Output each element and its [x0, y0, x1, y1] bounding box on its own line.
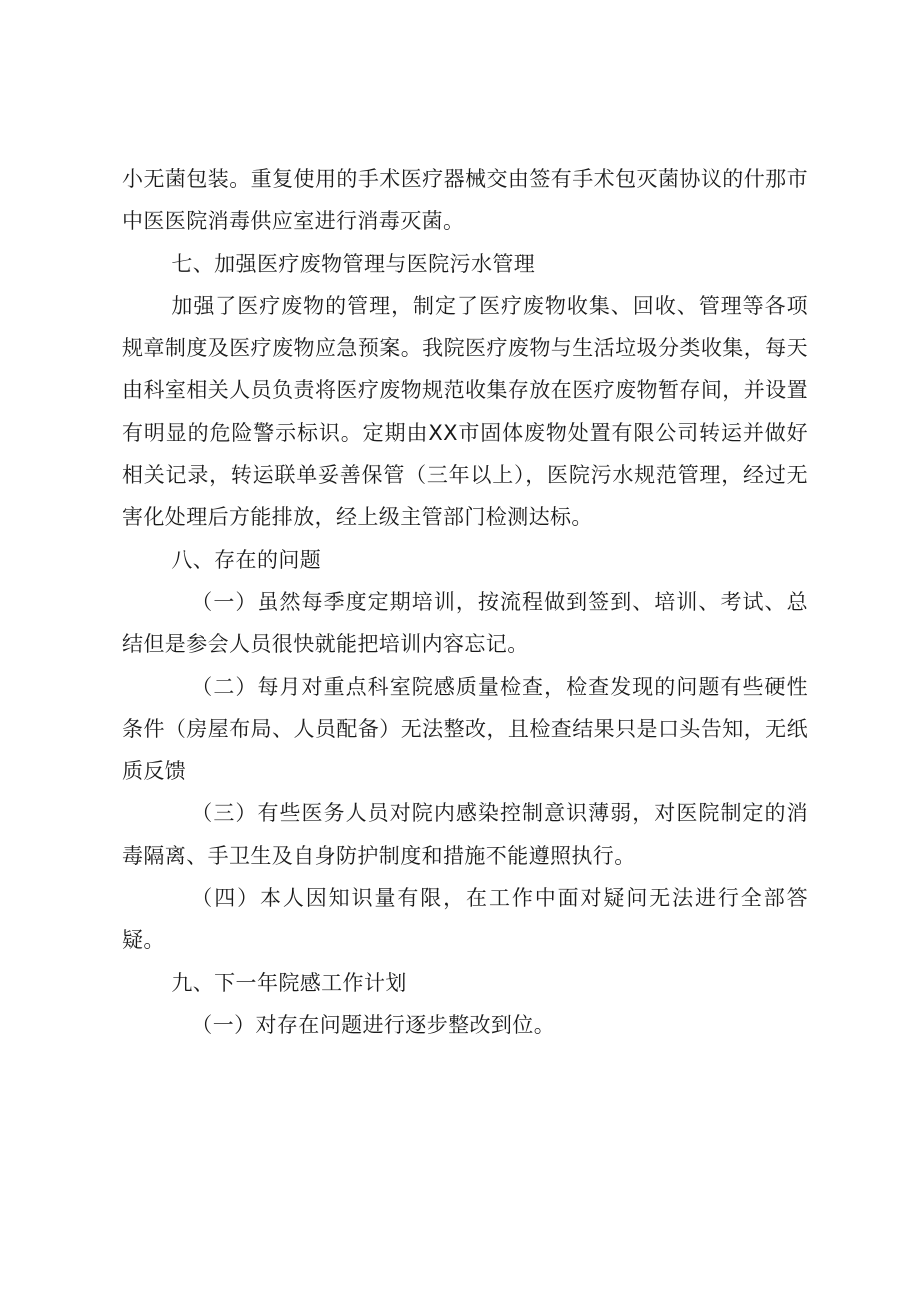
document-body [122, 158, 808, 1046]
paragraph-sterile-packaging: 小无菌包装。重复使用的手术医疗器械交由签有手术包灭菌协议的什那市中医医院消毒供应室进行消毒灭菌。 [122, 167, 808, 234]
problem-item-2: （二）每月对重点科室院感质量检查，检查发现的问题有些硬性条件（房屋布局、人员配备）无法整改，且检查结果只是口头告知，无纸质反馈 [122, 674, 808, 784]
problem-item-4: （四）本人因知识量有限，在工作中面对疑问无法进行全部答疑。 [122, 886, 808, 953]
problem-item-1: （一）虽然每季度定期培训，按流程做到签到、培训、考试、总结但是参会人员很快就能把培训内容忘记。 [122, 589, 808, 657]
plan-item-1: （一）对存在问题进行逐步整改到位。 [191, 1012, 556, 1037]
section-heading-problems: 八、存在的问题 [171, 547, 322, 572]
section-heading-next-year-plan: 九、下一年院感工作计划 [171, 970, 407, 995]
problem-item-3: （三）有些医务人员对院内感染控制意识薄弱，对医院制定的消毒隔离、手卫生及自身防护制度和措施不能遵照执行。 [122, 801, 808, 868]
paragraph-medical-waste: 加强了医疗废物的管理，制定了医疗废物收集、回收、管理等各项规章制度及医疗废物应急预案。我院医疗废物与生活垃圾分类收集，每天由科室相关人员负责将医疗废物规范收集存放在医疗废物暂存间，并设置有明显的危险警示标识。定期由XX市固体废物处置有限公司转运并做好相关记录，转运联单妥善保管（三年以上），医院污水规范管理，经过无害化处理后方能排放，经上级主管部门检测达标。 [122, 293, 808, 530]
section-heading-medical-waste: 七、加强医疗废物管理与医院污水管理 [171, 251, 536, 276]
